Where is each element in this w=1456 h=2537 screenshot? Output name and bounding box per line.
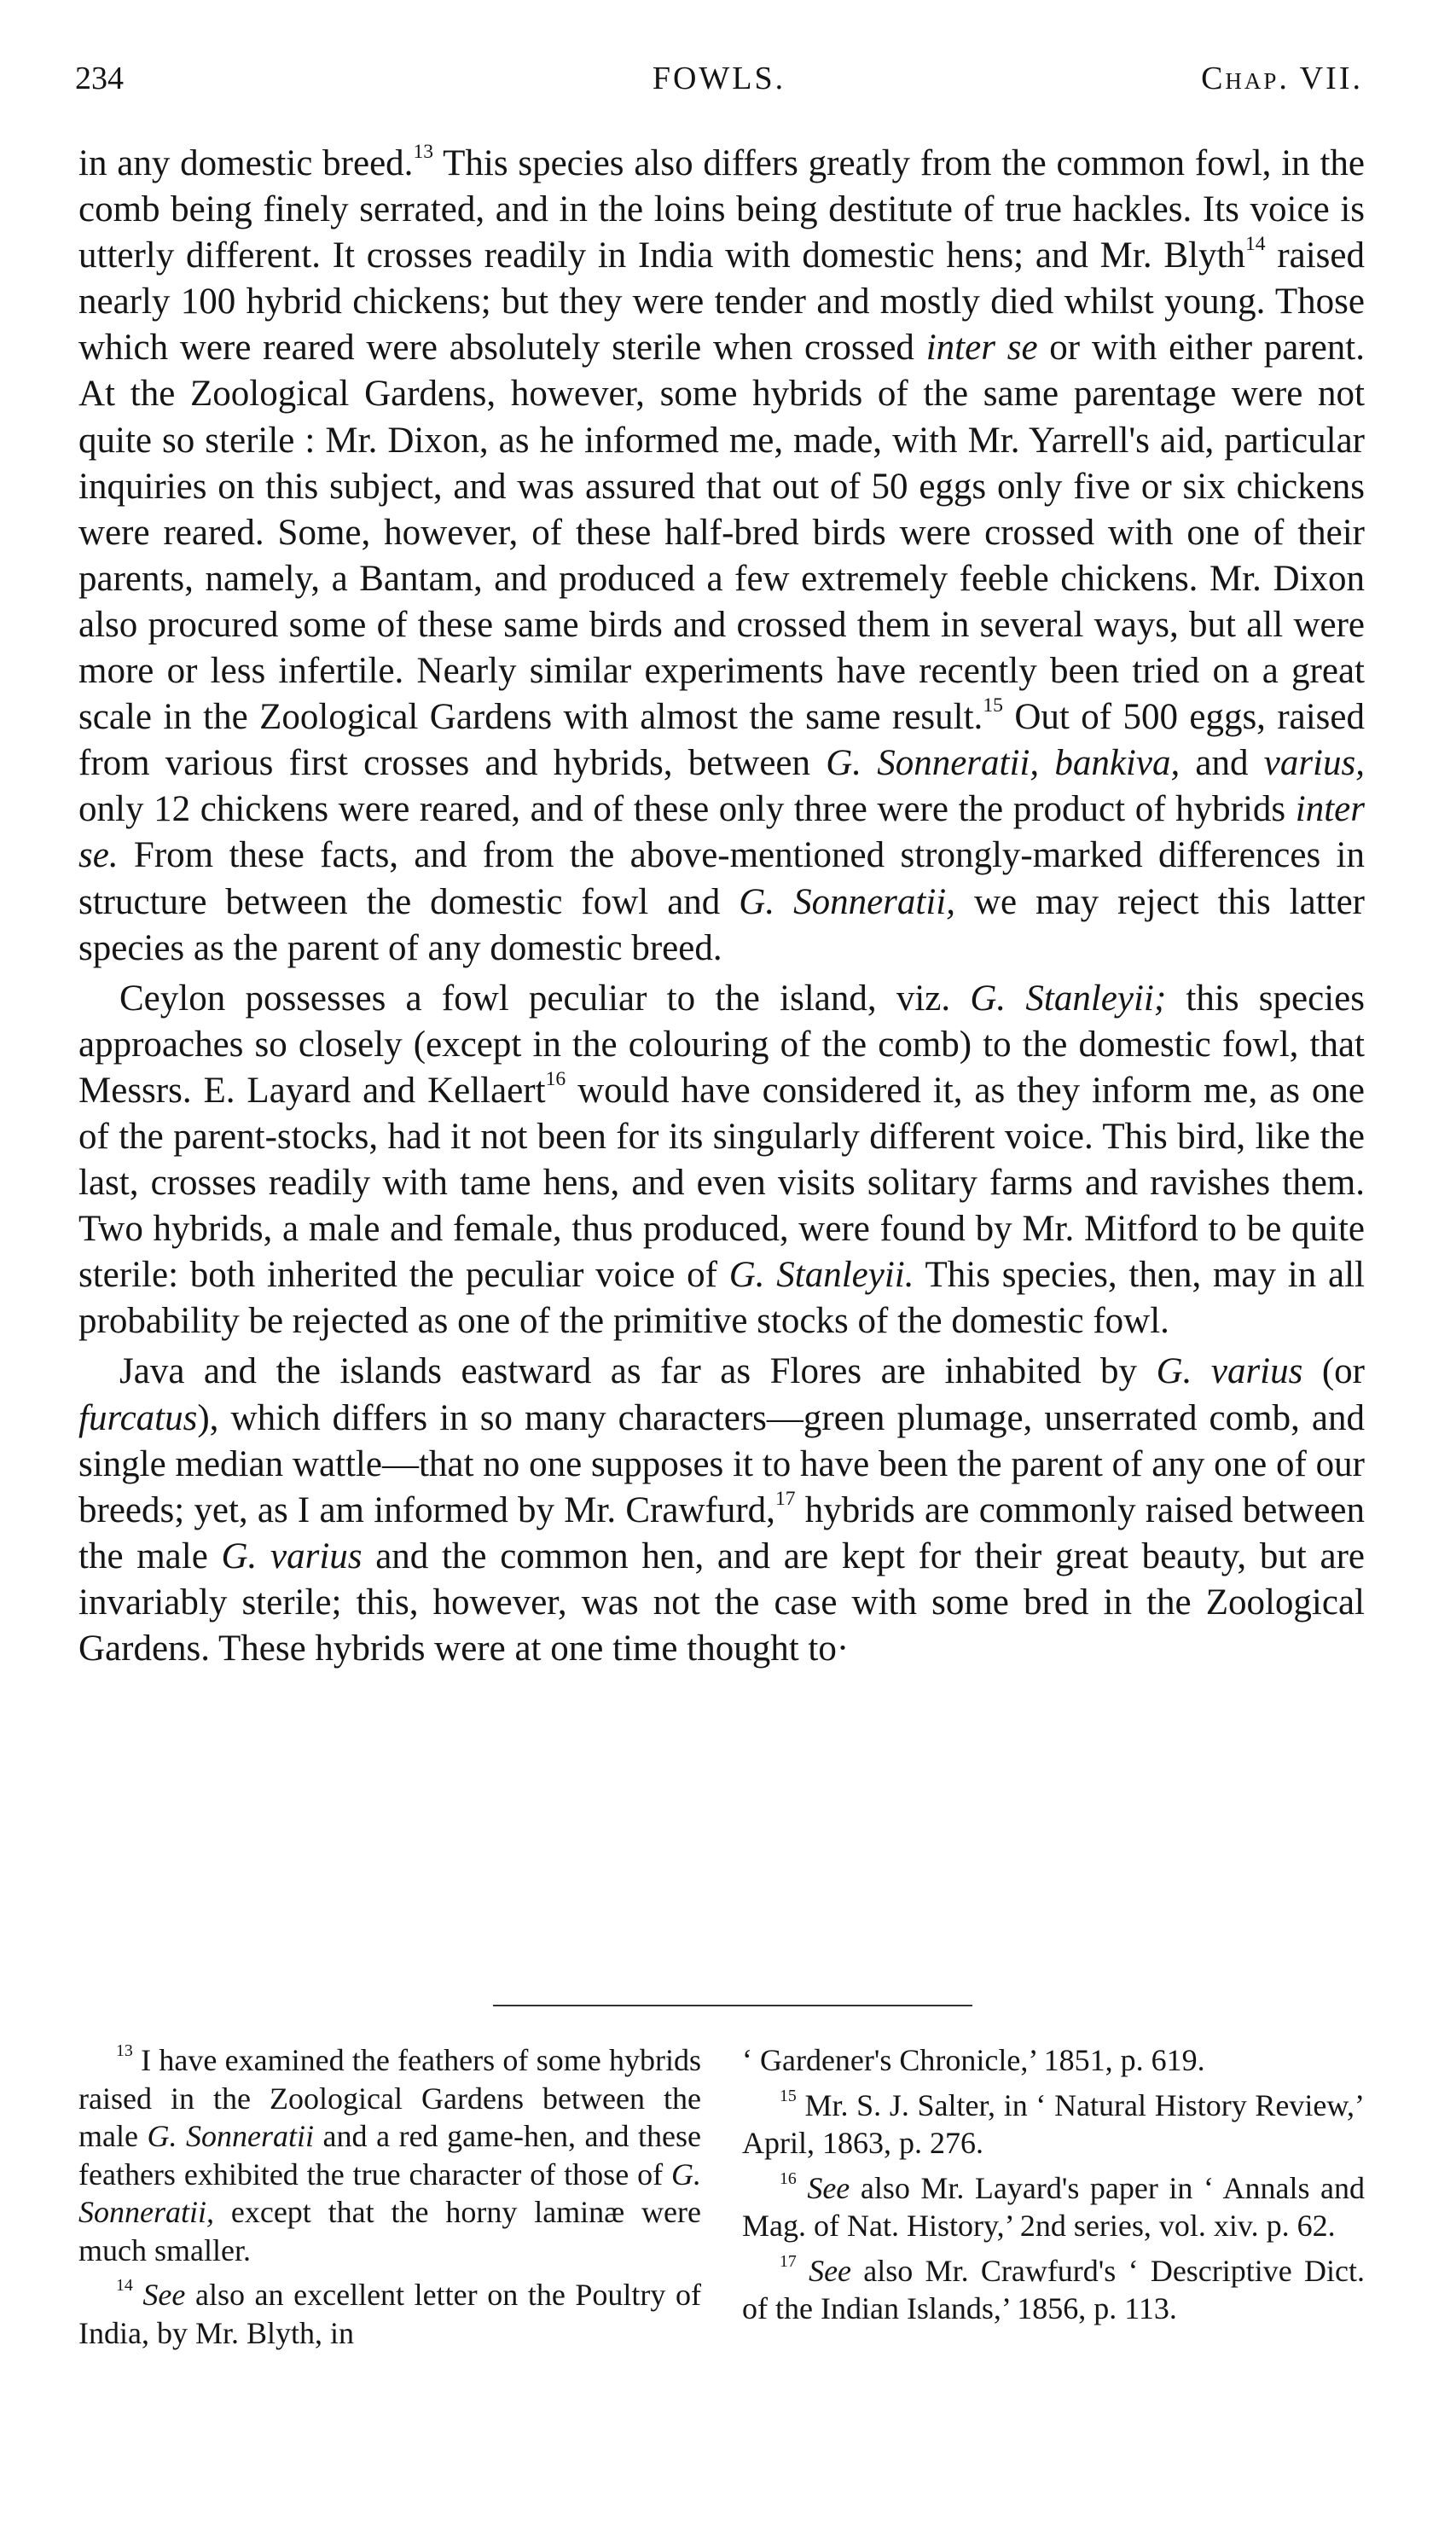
footnote-13: $^{13}$ I have examined the feathers of some hybrids raised in the Zoological Gardens between the male G. Sonneratii and a red game-hen, and these feathers exhibited the true character of those of G. Sonneratii, except that the horny laminæ were much smaller. xyxy=(78,2041,702,2267)
chapter-label: Chap. VII. xyxy=(1201,61,1363,96)
footnote-column-right xyxy=(742,2041,1365,2335)
paragraph-2: Ceylon possesses a fowl peculiar to the island, viz. G. Stanleyii; this species approaches so closely (except in the colouring of the comb) to the domestic fowl, that Messrs. E. Layard and Kellaert$^{16}$ would have considered it, as they inform me, as one of the parent-stocks, had it not been for its singularly different voice. This bird, like the last, crosses readily with tame hens, and even visits solitary farms and ravishes them. Two hybrids, a male and female, thus produced, were found by Mr. Mitford to be quite sterile: both inherited the peculiar voice of G. Stanleyii. This species, then, may in all probability be rejected as one of the primitive stocks of the domestic fowl. xyxy=(78,978,1365,1342)
footnote-ref-14[interactable]: 14 xyxy=(1244,233,1266,256)
paragraph-1: in any domestic breed.$^{13}$ This species also differs greatly from the common fowl, in the comb being finely serrated, and in the loins being destitute of true hackles. Its voice is utterly different. It crosses readily in India with domestic hens; and Mr. Blyth$^{14}$ raised nearly 100 hybrid chickens; but they were tender and mostly died whilst young. Those which were reared were absolutely sterile when crossed inter se or with either parent. At the Zoological Gardens, however, some hybrids of the same parentage were not quite so sterile : Mr. Dixon, as he informed me, made, with Mr. Yarrell's aid, particular inquiries on this subject, and was assured that out of 50 eggs only five or six chickens were reared. Some, however, of these half-bred birds were crossed with one of their parents, namely, a Bantam, and produced a few extremely feeble chickens. Mr. Dixon also procured some of these same birds and crossed them in several ways, but all were more or less infertile. Nearly similar experiments have recently been tried on a great scale in the Zoological Gardens with almost the same result.$^{15}$ Out of 500 eggs, raised from various first crosses and hybrids, between G. Sonneratii, bankiva, and varius, only 12 chickens were reared, and of these only three were the product of hybrids inter se. From these facts, and from the above-mentioned strongly-marked differences in structure between the domestic fowl and G. Sonneratii, we may reject this latter species as the parent of any domestic breed. xyxy=(78,140,1365,968)
footnote-ref-15[interactable]: 15 xyxy=(983,694,1003,717)
running-title: FOWLS. xyxy=(652,61,786,96)
footnote-15: $^{15}$ Mr. S. J. Salter, in ‘ Natural History Review,’ April, 1863, p. 276. xyxy=(742,2086,1365,2160)
footnote-ref-17[interactable]: 17 xyxy=(774,1487,796,1510)
footnote-14-continued: ‘ Gardener's Chronicle,’ 1851, p. 619. xyxy=(742,2043,1205,2077)
footnote-divider xyxy=(493,2005,972,2006)
main-text xyxy=(78,141,1365,1676)
footnote-14: $^{14}$ See also an excellent letter on the Poultry of India, by Mr. Blyth, in xyxy=(78,2276,702,2350)
footnote-16: $^{16}$ See also Mr. Layard's paper in ‘ Annals and Mag. of Nat. History,’ 2nd series, vol. xiv. p. 62. xyxy=(742,2168,1365,2243)
page-number: 234 xyxy=(75,61,124,96)
footnote-column-left xyxy=(78,2041,701,2359)
running-head xyxy=(75,53,1363,104)
footnote-17: $^{17}$ See also Mr. Crawfurd's ‘ Descriptive Dict. of the Indian Islands,’ 1856, p. 113. xyxy=(742,2251,1366,2325)
paragraph-3: Java and the islands eastward as far as Flores are inhabited by G. varius (or furcatus), which differs in so many characters—green plumage, unserrated comb, and single median wattle—that no one supposes it to have been the parent of any one of our breeds; yet, as I am informed by Mr. Crawfurd,$^{17}$ hybrids are commonly raised between the male G. varius and the common hen, and are kept for their great beauty, but are invariably sterile; this, however, was not the case with some bred in the Zoological Gardens. These hybrids were at one time thought to· xyxy=(78,1351,1366,1669)
footnote-ref-13[interactable]: 13 xyxy=(413,140,434,163)
footnote-ref-16[interactable]: 16 xyxy=(545,1067,566,1090)
